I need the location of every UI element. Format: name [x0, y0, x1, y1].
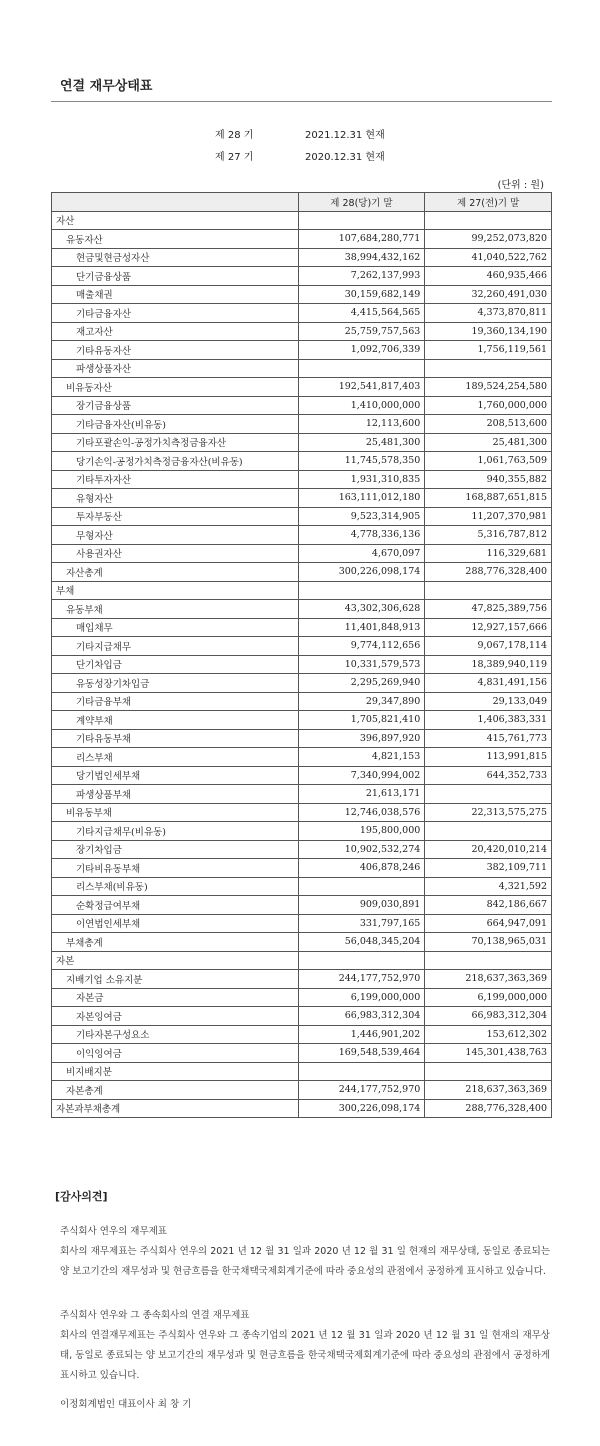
- current-period-value-cell: 56,048,345,204: [298, 933, 425, 952]
- prior-period-value-cell: 1,760,000,000: [425, 396, 552, 415]
- current-period-value-cell: 192,541,817,403: [298, 378, 425, 397]
- prior-period-value-cell: [425, 1062, 552, 1081]
- table-row: [52, 1044, 552, 1063]
- account-name-cell: 투자부동산: [52, 507, 299, 526]
- current-period-value-cell: 1,446,901,202: [298, 1025, 425, 1044]
- prior-period-value-cell: 288,776,328,400: [425, 1099, 552, 1118]
- account-name-cell: 비지배지분: [52, 1062, 299, 1081]
- table-row: [52, 674, 552, 693]
- table-row: [52, 1081, 552, 1100]
- table-row: [52, 896, 552, 915]
- account-name-cell: 기타금융자산: [52, 304, 299, 323]
- table-row: [52, 378, 552, 397]
- prior-period-value-cell: 842,186,667: [425, 896, 552, 915]
- current-period-value-cell: [298, 211, 425, 230]
- current-period-value-cell: 38,994,432,162: [298, 248, 425, 267]
- table-row: [52, 711, 552, 730]
- prior-period-value-cell: 644,352,733: [425, 766, 552, 785]
- table-row: [52, 267, 552, 286]
- prior-period-value-cell: 415,761,773: [425, 729, 552, 748]
- prior-period-value-cell: 218,637,363,369: [425, 970, 552, 989]
- audit-opinion-heading: [감사의견]: [55, 1190, 108, 1203]
- prior-period-value-cell: 32,260,491,030: [425, 285, 552, 304]
- opinion-section-body: 회사의 연결재무제표는 주식회사 연우와 그 종속기업의 2021 년 12 월 31 일과 2020 년 12 월 31 일 현재의 재무상태, 동일로 종료되는 양 보고기간의 재무성과 및 현금흐름을 한국채택국제회계기준에 따라 중요성의 관점에서 공정하게 표시하고 있습니다.: [60, 1330, 550, 1381]
- current-period-value-cell: [298, 877, 425, 896]
- account-name-cell: 유동자산: [52, 230, 299, 249]
- current-period-value-cell: 300,226,098,174: [298, 1099, 425, 1118]
- table-row: [52, 304, 552, 323]
- period-current-date: 2021.12.31 현재: [305, 130, 385, 141]
- current-period-value-cell: 21,613,171: [298, 785, 425, 804]
- table-row: [52, 859, 552, 878]
- current-period-value-cell: 163,111,012,180: [298, 489, 425, 508]
- account-name-cell: 기타투자자산: [52, 470, 299, 489]
- unit-label: (단위 : 원): [497, 180, 544, 191]
- current-period-value-cell: 66,983,312,304: [298, 1007, 425, 1026]
- prior-period-value-cell: 1,406,383,331: [425, 711, 552, 730]
- current-period-value-cell: 29,347,890: [298, 692, 425, 711]
- current-period-value-cell: 11,401,848,913: [298, 618, 425, 637]
- table-row: [52, 803, 552, 822]
- current-period-value-cell: 11,745,578,350: [298, 452, 425, 471]
- account-name-cell: 기타자본구성요소: [52, 1025, 299, 1044]
- table-row: [52, 470, 552, 489]
- table-row: [52, 452, 552, 471]
- prior-period-value-cell: 12,927,157,666: [425, 618, 552, 637]
- current-period-value-cell: 2,295,269,940: [298, 674, 425, 693]
- table-row: [52, 415, 552, 434]
- account-name-cell: 리스부채(비유동): [52, 877, 299, 896]
- account-name-cell: 순확정급여부채: [52, 896, 299, 915]
- account-name-cell: 자본금: [52, 988, 299, 1007]
- prior-period-value-cell: 189,524,254,580: [425, 378, 552, 397]
- account-name-cell: 자본잉여금: [52, 1007, 299, 1026]
- prior-period-value-cell: 4,321,592: [425, 877, 552, 896]
- prior-period-value-cell: 70,138,965,031: [425, 933, 552, 952]
- prior-period-value-cell: 5,316,787,812: [425, 526, 552, 545]
- account-name-cell: 이익잉여금: [52, 1044, 299, 1063]
- prior-period-value-cell: 382,109,711: [425, 859, 552, 878]
- account-name-cell: 기타금융부채: [52, 692, 299, 711]
- header-account: [52, 193, 299, 212]
- table-row: [52, 285, 552, 304]
- page-title: 연결 재무상태표: [60, 79, 153, 94]
- account-name-cell: 자산: [52, 211, 299, 230]
- account-name-cell: 장기차입금: [52, 840, 299, 859]
- table-row: [52, 600, 552, 619]
- table-row: [52, 840, 552, 859]
- current-period-value-cell: 9,523,314,905: [298, 507, 425, 526]
- prior-period-value-cell: [425, 581, 552, 600]
- account-name-cell: 매출채권: [52, 285, 299, 304]
- current-period-value-cell: 30,159,682,149: [298, 285, 425, 304]
- prior-period-value-cell: 20,420,010,214: [425, 840, 552, 859]
- table-row: [52, 988, 552, 1007]
- current-period-value-cell: 43,302,306,628: [298, 600, 425, 619]
- current-period-value-cell: 244,177,752,970: [298, 1081, 425, 1100]
- table-row: [52, 822, 552, 841]
- table-row: [52, 544, 552, 563]
- table-row: [52, 341, 552, 360]
- account-name-cell: 파생상품부채: [52, 785, 299, 804]
- current-period-value-cell: 10,902,532,274: [298, 840, 425, 859]
- prior-period-value-cell: 22,313,575,275: [425, 803, 552, 822]
- table-row: [52, 655, 552, 674]
- current-period-value-cell: 12,746,038,576: [298, 803, 425, 822]
- prior-period-value-cell: 47,825,389,756: [425, 600, 552, 619]
- table-header-row: [52, 193, 552, 212]
- current-period-value-cell: 169,548,539,464: [298, 1044, 425, 1063]
- current-period-value-cell: 4,670,097: [298, 544, 425, 563]
- prior-period-value-cell: [425, 785, 552, 804]
- prior-period-value-cell: 41,040,522,762: [425, 248, 552, 267]
- current-period-value-cell: 1,931,310,835: [298, 470, 425, 489]
- account-name-cell: 기타금융자산(비유동): [52, 415, 299, 434]
- current-period-value-cell: 7,340,994,002: [298, 766, 425, 785]
- prior-period-value-cell: 208,513,600: [425, 415, 552, 434]
- header-prior-period: 제 27(전)기 말: [425, 193, 552, 212]
- table-row: [52, 618, 552, 637]
- prior-period-value-cell: 940,355,882: [425, 470, 552, 489]
- account-name-cell: 당기법인세부채: [52, 766, 299, 785]
- table-row: [52, 433, 552, 452]
- prior-period-value-cell: [425, 359, 552, 378]
- current-period-value-cell: 909,030,891: [298, 896, 425, 915]
- table-row: [52, 211, 552, 230]
- title-divider: [51, 101, 552, 102]
- current-period-value-cell: 7,262,137,993: [298, 267, 425, 286]
- prior-period-value-cell: 288,776,328,400: [425, 563, 552, 582]
- prior-period-value-cell: 460,935,466: [425, 267, 552, 286]
- table-row: [52, 637, 552, 656]
- account-name-cell: 부채총계: [52, 933, 299, 952]
- current-period-value-cell: 331,797,165: [298, 914, 425, 933]
- prior-period-value-cell: [425, 951, 552, 970]
- balance-sheet-table: [51, 192, 552, 1118]
- prior-period-value-cell: 153,612,302: [425, 1025, 552, 1044]
- account-name-cell: 자본총계: [52, 1081, 299, 1100]
- prior-period-value-cell: [425, 211, 552, 230]
- prior-period-value-cell: [425, 822, 552, 841]
- prior-period-value-cell: 11,207,370,981: [425, 507, 552, 526]
- current-period-value-cell: 25,481,300: [298, 433, 425, 452]
- account-name-cell: 장기금융상품: [52, 396, 299, 415]
- prior-period-value-cell: 25,481,300: [425, 433, 552, 452]
- account-name-cell: 단기차입금: [52, 655, 299, 674]
- current-period-value-cell: 4,821,153: [298, 748, 425, 767]
- opinion-section-title: 주식회사 연우와 그 종속회사의 연결 재무제표: [60, 1310, 250, 1321]
- prior-period-value-cell: 29,133,049: [425, 692, 552, 711]
- account-name-cell: 단기금융상품: [52, 267, 299, 286]
- prior-period-value-cell: 6,199,000,000: [425, 988, 552, 1007]
- account-name-cell: 계약부채: [52, 711, 299, 730]
- account-name-cell: 기타지급채무: [52, 637, 299, 656]
- account-name-cell: 유동부채: [52, 600, 299, 619]
- table-row: [52, 230, 552, 249]
- prior-period-value-cell: 19,360,134,190: [425, 322, 552, 341]
- account-name-cell: 매입채무: [52, 618, 299, 637]
- account-name-cell: 기타유동부채: [52, 729, 299, 748]
- opinion-section-separate: [60, 1222, 550, 1282]
- current-period-value-cell: 1,410,000,000: [298, 396, 425, 415]
- table-row: [52, 1099, 552, 1118]
- current-period-value-cell: 6,199,000,000: [298, 988, 425, 1007]
- prior-period-value-cell: 168,887,651,815: [425, 489, 552, 508]
- account-name-cell: 부채: [52, 581, 299, 600]
- table-row: [52, 563, 552, 582]
- account-name-cell: 기타포괄손익-공정가치측정금융자산: [52, 433, 299, 452]
- current-period-value-cell: 300,226,098,174: [298, 563, 425, 582]
- table-row: [52, 933, 552, 952]
- opinion-section-consolidated: [60, 1306, 550, 1386]
- current-period-value-cell: [298, 1062, 425, 1081]
- current-period-value-cell: [298, 359, 425, 378]
- auditor-signature: 이정회계법인 대표이사 최 창 기: [60, 1399, 192, 1410]
- account-name-cell: 기타비유동부채: [52, 859, 299, 878]
- current-period-value-cell: 10,331,579,573: [298, 655, 425, 674]
- table-body: [52, 211, 552, 1118]
- account-name-cell: 파생상품자산: [52, 359, 299, 378]
- prior-period-value-cell: 145,301,438,763: [425, 1044, 552, 1063]
- account-name-cell: 리스부채: [52, 748, 299, 767]
- prior-period-value-cell: 4,831,491,156: [425, 674, 552, 693]
- prior-period-value-cell: 113,991,815: [425, 748, 552, 767]
- table-row: [52, 526, 552, 545]
- account-name-cell: 지배기업 소유지분: [52, 970, 299, 989]
- prior-period-value-cell: 116,329,681: [425, 544, 552, 563]
- prior-period-value-cell: 664,947,091: [425, 914, 552, 933]
- account-name-cell: 무형자산: [52, 526, 299, 545]
- prior-period-value-cell: 99,252,073,820: [425, 230, 552, 249]
- account-name-cell: 현금및현금성자산: [52, 248, 299, 267]
- table-row: [52, 396, 552, 415]
- current-period-value-cell: 25,759,757,563: [298, 322, 425, 341]
- account-name-cell: 사용권자산: [52, 544, 299, 563]
- account-name-cell: 재고자산: [52, 322, 299, 341]
- account-name-cell: 자본: [52, 951, 299, 970]
- table-row: [52, 1025, 552, 1044]
- prior-period-value-cell: 4,373,870,811: [425, 304, 552, 323]
- prior-period-value-cell: 218,637,363,369: [425, 1081, 552, 1100]
- table-row: [52, 359, 552, 378]
- account-name-cell: 기타지급채무(비유동): [52, 822, 299, 841]
- current-period-value-cell: 244,177,752,970: [298, 970, 425, 989]
- current-period-value-cell: 396,897,920: [298, 729, 425, 748]
- current-period-value-cell: 4,778,336,136: [298, 526, 425, 545]
- header-current-period: 제 28(당)기 말: [298, 193, 425, 212]
- table-row: [52, 489, 552, 508]
- account-name-cell: 비유동자산: [52, 378, 299, 397]
- current-period-value-cell: 12,113,600: [298, 415, 425, 434]
- prior-period-value-cell: 18,389,940,119: [425, 655, 552, 674]
- prior-period-value-cell: 1,061,763,509: [425, 452, 552, 471]
- table-row: [52, 877, 552, 896]
- table-row: [52, 914, 552, 933]
- account-name-cell: 기타유동자산: [52, 341, 299, 360]
- table-row: [52, 766, 552, 785]
- table-row: [52, 581, 552, 600]
- period-prior-date: 2020.12.31 현재: [305, 152, 385, 163]
- current-period-value-cell: [298, 951, 425, 970]
- current-period-value-cell: 1,705,821,410: [298, 711, 425, 730]
- current-period-value-cell: 107,684,280,771: [298, 230, 425, 249]
- table-row: [52, 785, 552, 804]
- current-period-value-cell: 406,878,246: [298, 859, 425, 878]
- table-row: [52, 951, 552, 970]
- table-row: [52, 970, 552, 989]
- prior-period-value-cell: 9,067,178,114: [425, 637, 552, 656]
- table-row: [52, 507, 552, 526]
- current-period-value-cell: 1,092,706,339: [298, 341, 425, 360]
- table-row: [52, 729, 552, 748]
- account-name-cell: 자본과부채총계: [52, 1099, 299, 1118]
- opinion-section-body: 회사의 재무제표는 주식회사 연우의 2021 년 12 월 31 일과 2020 년 12 월 31 일 현재의 재무상태, 동일로 종료되는 양 보고기간의 재무성과 및 현금흐름을 한국채택국제회계기준에 따라 중요성의 관점에서 공정하게 표시하고 있습니다.: [60, 1246, 550, 1277]
- period-current-label: 제 28 기: [215, 130, 254, 141]
- account-name-cell: 유형자산: [52, 489, 299, 508]
- account-name-cell: 비유동부채: [52, 803, 299, 822]
- prior-period-value-cell: 1,756,119,561: [425, 341, 552, 360]
- current-period-value-cell: 4,415,564,565: [298, 304, 425, 323]
- table-row: [52, 322, 552, 341]
- account-name-cell: 이연법인세부채: [52, 914, 299, 933]
- table-row: [52, 1007, 552, 1026]
- table-row: [52, 1062, 552, 1081]
- table-row: [52, 748, 552, 767]
- table-row: [52, 692, 552, 711]
- prior-period-value-cell: 66,983,312,304: [425, 1007, 552, 1026]
- account-name-cell: 자산총계: [52, 563, 299, 582]
- account-name-cell: 당기손익-공정가치측정금융자산(비유동): [52, 452, 299, 471]
- current-period-value-cell: 9,774,112,656: [298, 637, 425, 656]
- table-row: [52, 248, 552, 267]
- current-period-value-cell: 195,800,000: [298, 822, 425, 841]
- period-prior-label: 제 27 기: [215, 152, 254, 163]
- opinion-section-title: 주식회사 연우의 재무제표: [60, 1226, 167, 1237]
- account-name-cell: 유동성장기차입금: [52, 674, 299, 693]
- current-period-value-cell: [298, 581, 425, 600]
